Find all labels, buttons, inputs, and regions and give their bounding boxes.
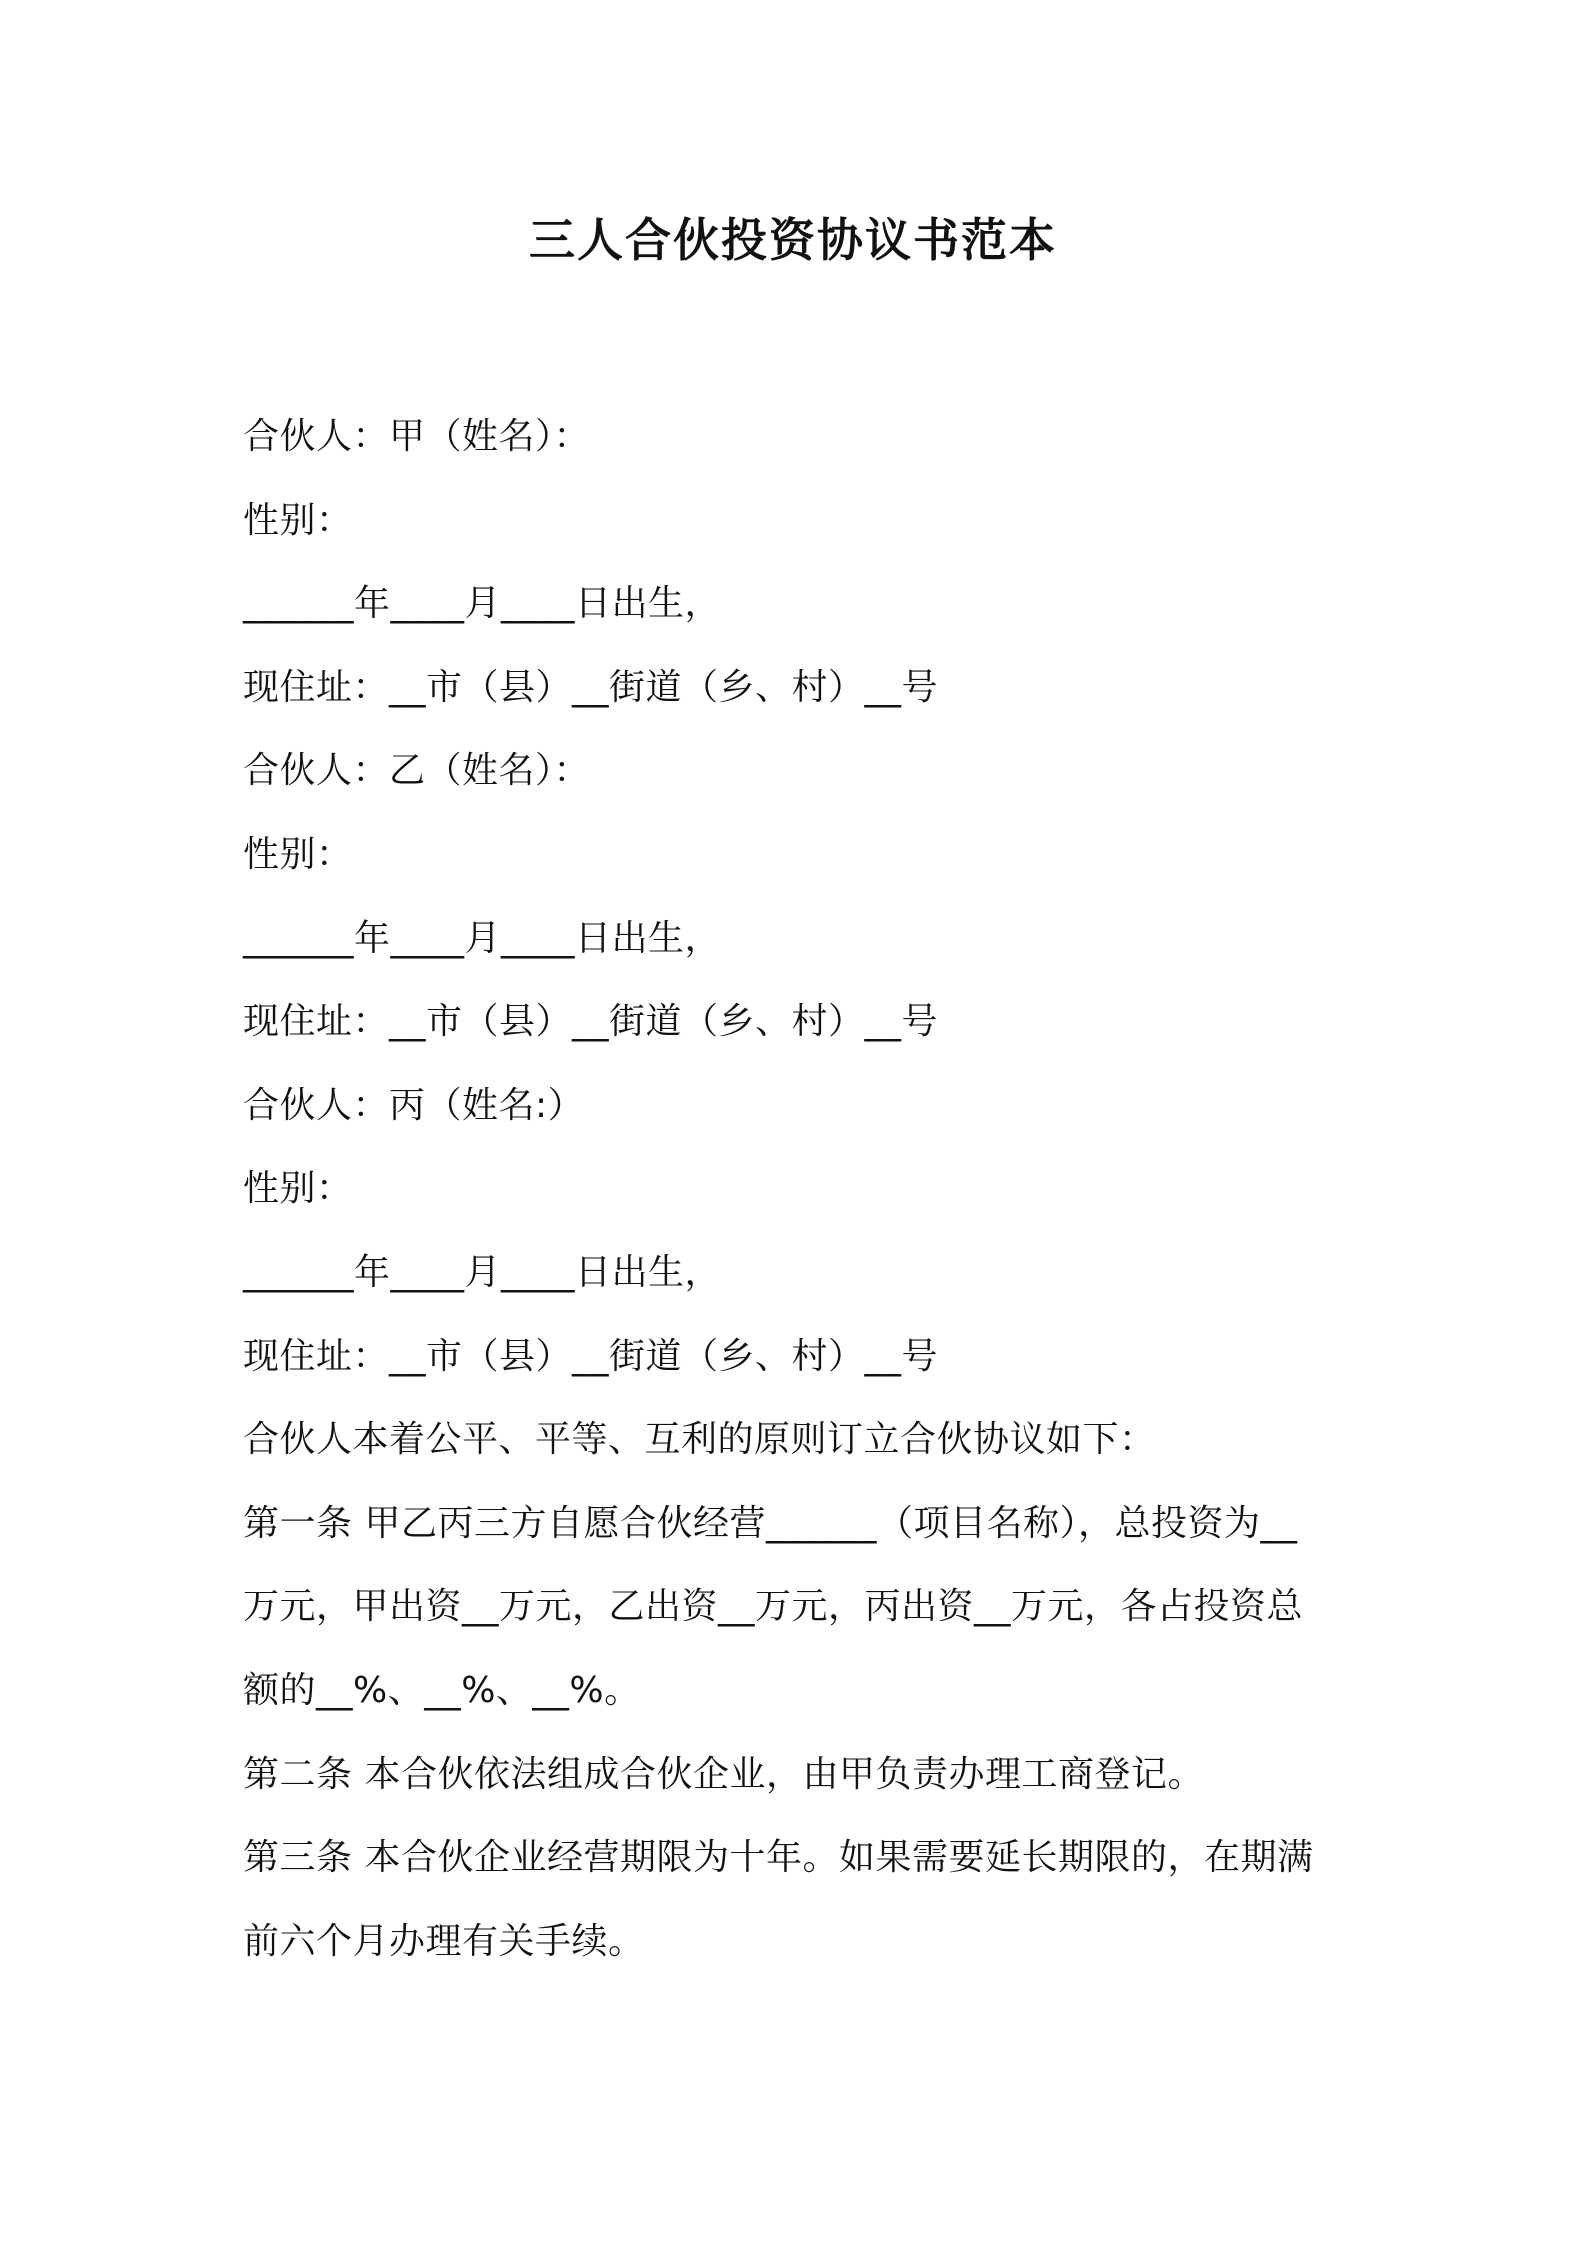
partner-a-address-line: 现住址：__市（县）__街道（乡、村）__号 <box>243 666 939 708</box>
partner-c-address-line: 现住址：__市（县）__街道（乡、村）__号 <box>243 1335 939 1377</box>
partner-b-name-line: 合伙人：乙（姓名）： <box>243 750 591 792</box>
partner-c-name-line: 合伙人：丙（姓名:） <box>243 1084 585 1126</box>
partner-b-address-line: 现住址：__市（县）__街道（乡、村）__号 <box>243 1001 939 1043</box>
preamble-line: 合伙人本着公平、平等、互利的原则订立合伙协议如下： <box>243 1419 1156 1461</box>
article-3-paragraph <box>243 1826 1363 1993</box>
partner-b-gender-line: 性别： <box>243 833 353 875</box>
partner-b-block <box>243 739 1363 1073</box>
article-1-line-2: 万元，甲出资__万元，乙出资__万元，丙出资__万元，各占投资总 <box>243 1586 1304 1628</box>
partner-c-birth-line: ______年____月____日出生， <box>243 1251 722 1293</box>
article-1-line-1: 第一条 甲乙丙三方自愿合伙经营______（项目名称），总投资为__ <box>243 1502 1298 1544</box>
article-3-line-1: 第三条 本合伙企业经营期限为十年。如果需要延长期限的，在期满 <box>243 1837 1314 1879</box>
article-3-line-2: 前六个月办理有关手续。 <box>243 1920 645 1962</box>
partner-a-block <box>243 405 1363 739</box>
document-body <box>243 405 1363 1993</box>
partner-a-birth-line: ______年____月____日出生， <box>243 583 722 625</box>
article-1-paragraph <box>243 1492 1363 1743</box>
article-2-paragraph <box>243 1743 1363 1827</box>
partner-a-gender-line: 性别： <box>243 499 353 541</box>
partner-a-name-line: 合伙人：甲（姓名）： <box>243 416 591 457</box>
document-title: 三人合伙投资协议书范本 <box>529 213 1057 267</box>
article-1-line-3: 额的__%、__%、__%。 <box>243 1669 641 1711</box>
preamble-paragraph <box>243 1408 1363 1492</box>
partner-b-birth-line: ______年____月____日出生， <box>243 917 722 959</box>
partner-c-gender-line: 性别： <box>243 1168 353 1210</box>
article-2-line-1: 第二条 本合伙依法组成合伙企业，由甲负责办理工商登记。 <box>243 1753 1204 1795</box>
partner-c-block <box>243 1074 1363 1408</box>
